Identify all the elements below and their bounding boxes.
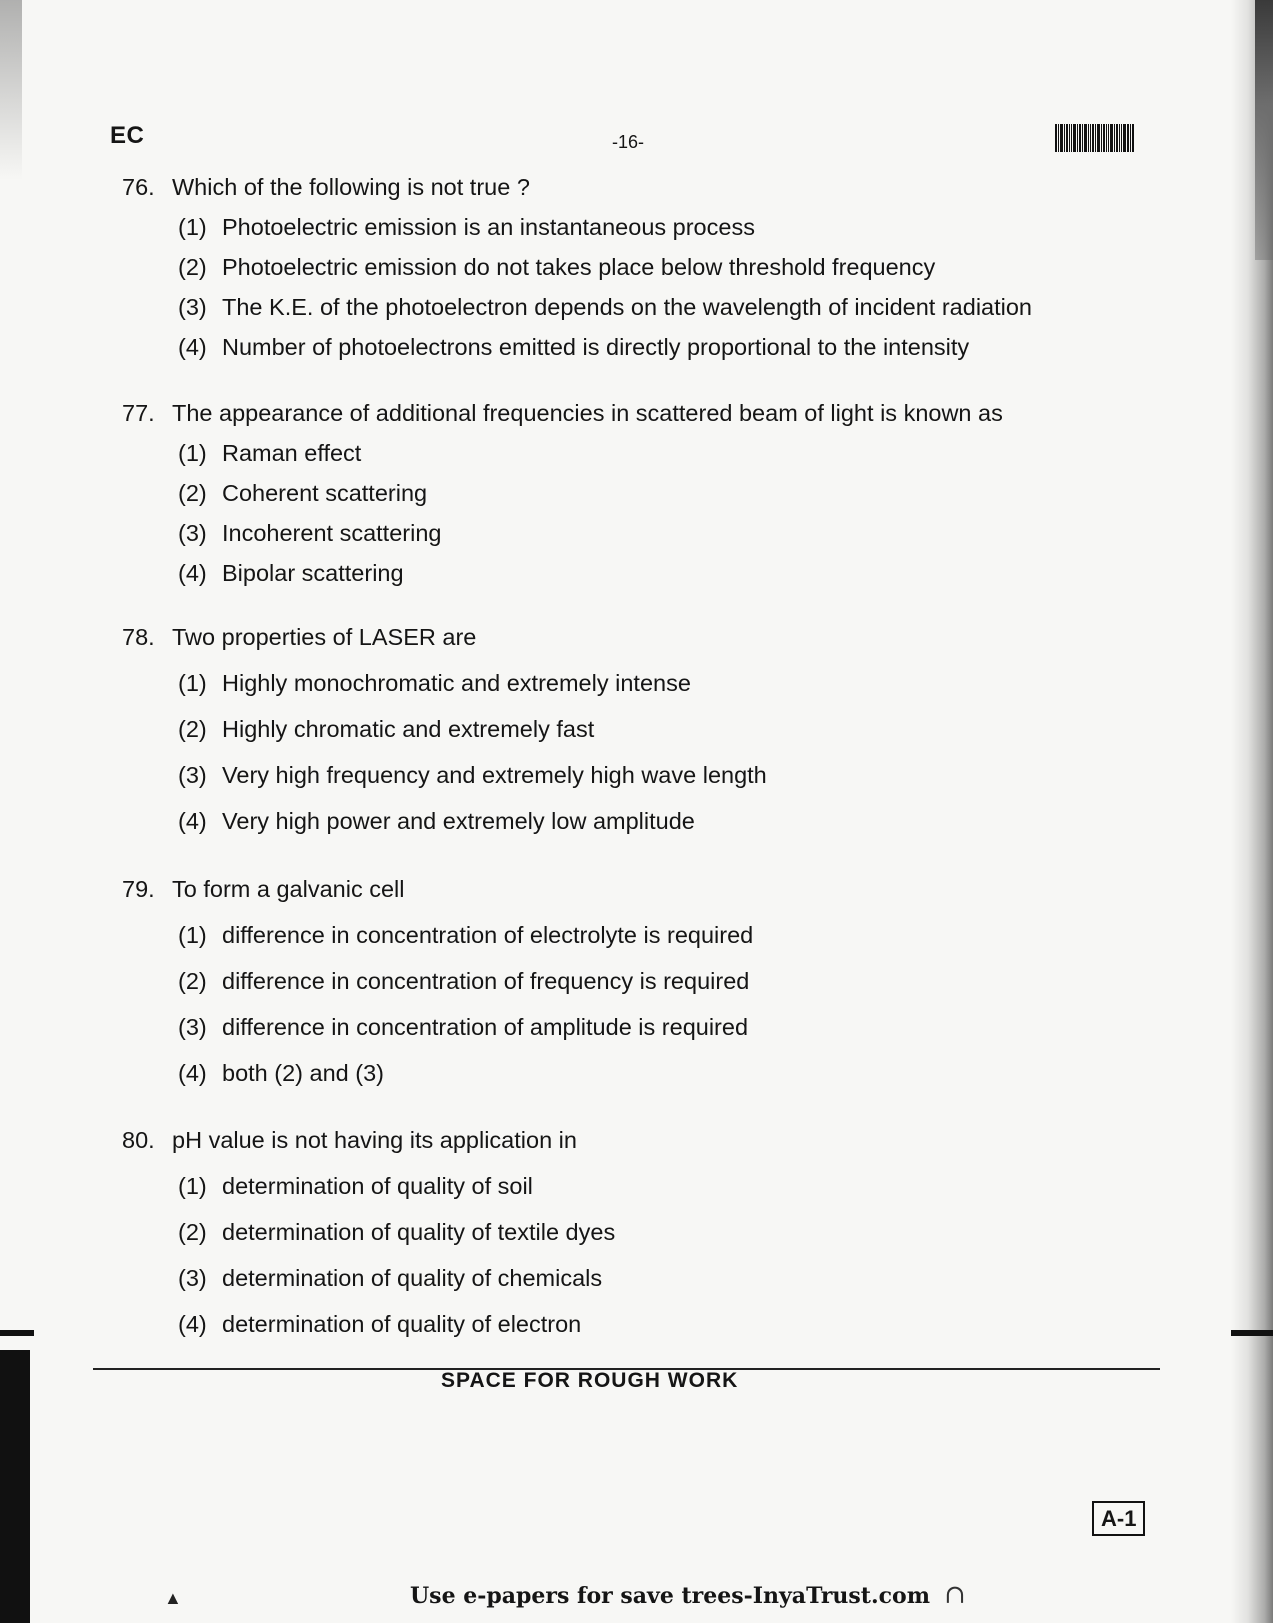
option-text: determination of quality of electron (222, 1311, 582, 1337)
option-number: (4) (178, 560, 207, 586)
option-text: both (2) and (3) (222, 1060, 384, 1086)
option-text: difference in concentration of electrolyte is required (222, 922, 754, 948)
option-number: (2) (178, 716, 207, 742)
option-number: (2) (178, 968, 207, 994)
option-number: (1) (178, 214, 207, 240)
option (178, 1219, 615, 1246)
option-number: (4) (178, 1311, 207, 1337)
option-text: determination of quality of chemicals (222, 1265, 603, 1291)
option-text: Very high frequency and extremely high wave length (222, 762, 767, 788)
subject-code: EC (110, 122, 145, 149)
option-number: (3) (178, 1265, 207, 1291)
question-text: pH value is not having its application in (172, 1127, 577, 1153)
page-number: -16- (612, 132, 645, 152)
option-number: (2) (178, 254, 207, 280)
option-text: The K.E. of the photoelectron depends on the wavelength of incident radiation (222, 294, 1033, 320)
option-number: (3) (178, 294, 207, 320)
option (178, 808, 695, 835)
option-text: Raman effect (222, 440, 362, 466)
question-number: 78. (122, 624, 155, 650)
option (178, 254, 935, 281)
option-text: Coherent scattering (222, 480, 428, 506)
option (178, 214, 755, 241)
option (178, 922, 753, 949)
option (178, 1014, 748, 1041)
option (178, 968, 749, 995)
option-text: Photoelectric emission is an instantaneous process (222, 214, 755, 240)
option-number: (4) (178, 334, 207, 360)
option-number: (3) (178, 1014, 207, 1040)
option-text: Very high power and extremely low amplitude (222, 808, 695, 834)
rough-work-heading: SPACE FOR ROUGH WORK (441, 1369, 739, 1392)
question-number: 77. (122, 400, 155, 426)
scan-edge-shadow (0, 1350, 30, 1623)
option-text: Incoherent scattering (222, 520, 442, 546)
option-text: Highly monochromatic and extremely intense (222, 670, 691, 696)
question-number: 80. (122, 1127, 155, 1153)
scan-edge-mark (1231, 1330, 1273, 1336)
question-text: To form a galvanic cell (172, 876, 405, 902)
option-text: Photoelectric emission do not takes place below threshold frequency (222, 254, 936, 280)
option-text: determination of quality of soil (222, 1173, 533, 1199)
option-number: (4) (178, 1060, 207, 1086)
option-number: (1) (178, 922, 207, 948)
option (178, 560, 404, 587)
option (178, 1173, 533, 1200)
option-text: determination of quality of textile dyes (222, 1219, 616, 1245)
option (178, 520, 441, 547)
footer-watermark: Use e-papers for save trees-InyaTrust.com (410, 1583, 930, 1609)
form-code-box: A-1 (1092, 1501, 1145, 1536)
option-number: (3) (178, 762, 207, 788)
question-text: The appearance of additional frequencies in scattered beam of light is known as (172, 400, 1003, 426)
option (178, 294, 1032, 321)
option-number: (2) (178, 1219, 207, 1245)
option-number: (1) (178, 440, 207, 466)
scan-mark-icon: ▲ (164, 1588, 182, 1608)
scan-mark-icon: ∩ (944, 1580, 966, 1610)
question-text: Two properties of LASER are (172, 624, 477, 650)
option (178, 762, 767, 789)
question-number: 76. (122, 174, 155, 200)
option-text: Number of photoelectrons emitted is directly proportional to the intensity (222, 334, 970, 360)
scan-edge-mark (0, 1330, 34, 1336)
option-number: (1) (178, 1173, 207, 1199)
question-number: 79. (122, 876, 155, 902)
option-text: Highly chromatic and extremely fast (222, 716, 595, 742)
option-number: (1) (178, 670, 207, 696)
option (178, 670, 691, 697)
option (178, 334, 969, 361)
option-number: (3) (178, 520, 207, 546)
option (178, 480, 427, 507)
scan-edge-shadow (0, 0, 22, 180)
option-number: (2) (178, 480, 207, 506)
scan-edge-shadow (1255, 0, 1273, 260)
option-text: difference in concentration of amplitude is required (222, 1014, 749, 1040)
option (178, 1265, 602, 1292)
option-text: difference in concentration of frequency is required (222, 968, 750, 994)
option (178, 716, 594, 743)
option-text: Bipolar scattering (222, 560, 404, 586)
option-number: (4) (178, 808, 207, 834)
barcode-icon (1055, 124, 1150, 152)
option (178, 440, 361, 467)
option (178, 1060, 384, 1087)
question-text: Which of the following is not true ? (172, 174, 530, 200)
option (178, 1311, 581, 1338)
